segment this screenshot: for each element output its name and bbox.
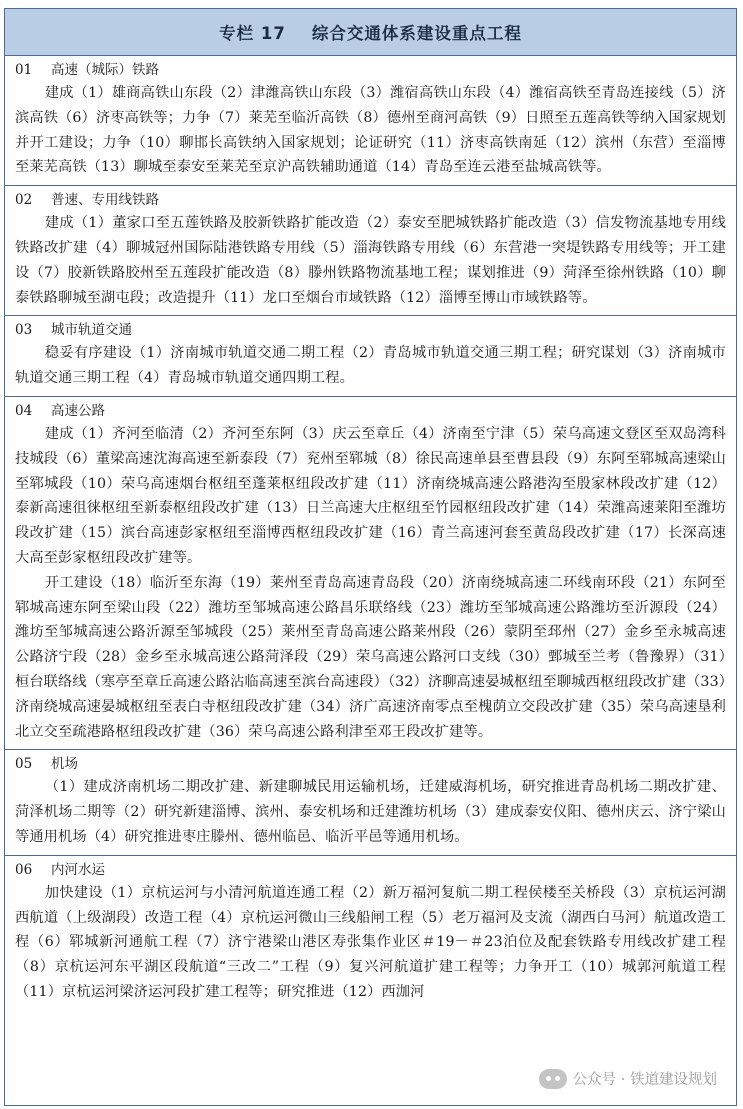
- section-paragraph: 加快建设（1）京杭运河与小清河航道连通工程（2）新万福河复航二期工程侯楼至关桥段（3）京杭运河湖西航道（上级湖段）改造工程（4）京杭运河微山三线船闸工程（5）老万福河及支流（湖西白马河）航道改造工程（6）郓城新河通航工程（7）济宁港梁山港区寿张集作业区＃19－＃23泊位及配套铁路专用线改扩建工程（8）京杭运河东平湖区段航道“三改二”工程（9）复兴河航道扩建工程等；力争开工（10）城郭河航道工程（11）京杭运河梁济运河段扩建工程等；研究推进（12）西泇河: [15, 884, 726, 1000]
- section-heading: [15, 754, 726, 775]
- column-number: 专栏 17: [219, 24, 286, 43]
- section-heading: [15, 190, 726, 211]
- section-paragraph: 开工建设（18）临沂至东海（19）莱州至青岛高速青岛段（20）济南绕城高速二环线南环段（21）东阿至郓城高速东阿至梁山段（22）潍坊至邹城高速公路昌乐联络线（23）潍坊至邹城高速公路潍坊至沂源段（24）潍坊至邹城高速公路沂源至邹城段（25）莱州至青岛高速公路莱州段（26）蒙阴至邳州（27）金乡至永城高速公路济宁段（28）金乡至永城高速公路菏泽段（29）荣乌高速公路河口支线（30）鄄城至兰考（鲁豫界）（31）桓台联络线（寒亭至章丘高速公路沾临高速至滨台高速段）（32）济聊高速晏城枢纽至聊城西枢纽段改扩建（33）济南绕城高速晏城枢纽至表白寺枢纽段改扩建（34）济广高速济南零点至槐荫立交段改扩建（35）荣乌高速垦利北立交至疏港路枢纽段改扩建（36）荣乌高速公路利津至邓王段改扩建等。: [15, 574, 726, 740]
- column-title: 综合交通体系建设重点工程: [311, 24, 522, 43]
- section-airports: [5, 750, 736, 855]
- section-paragraph: 建成（1）齐河至临清（2）齐河至东阿（3）庆云至章丘（4）济南至宁津（5）荣乌高速文登区至双岛湾科技城段（6）董梁高速沈海高速至新泰段（7）兖州至郓城（8）徐民高速单县至曹县段（9）东阿至郓城高速梁山至郓城段（10）荣乌高速烟台枢纽至蓬莱枢纽段改扩建（11）济南绕城高速公路港沟至殷家林段改扩建（12）泰新高速徂徕枢纽至新泰枢纽段改扩建（13）日兰高速大庄枢纽至竹园枢纽段改扩建（14）荣潍高速莱阳至潍坊段改扩建（15）滨台高速彭家枢纽至淄博西枢纽段改扩建（16）青兰高速河套至黄岛段改扩建（17）长深高速大高至彭家枢纽段改扩建等。: [15, 425, 726, 566]
- watermark-text: 公众号 · 铁道建设规划: [572, 1072, 717, 1088]
- section-number: 01: [15, 62, 33, 78]
- section-heading: [15, 320, 726, 341]
- section-number: 05: [15, 756, 33, 773]
- section-number: 04: [15, 402, 33, 419]
- section-title: 内河水运: [51, 861, 105, 878]
- section-title: 普速、专用线铁路: [51, 192, 159, 209]
- section-paragraph: 稳妥有序建设（1）济南城市轨道交通二期工程（2）青岛城市轨道交通三期工程；研究谋划（3）济南城市轨道交通三期工程（4）青岛城市轨道交通四期工程。: [15, 345, 726, 387]
- section-heading: [15, 60, 726, 81]
- section-urban-rail-transit: [5, 316, 736, 397]
- section-heading: [15, 860, 726, 881]
- section-expressways: [5, 397, 736, 750]
- column-title-bar: [5, 9, 736, 56]
- section-title: 城市轨道交通: [51, 322, 132, 339]
- section-heading: [15, 401, 726, 422]
- section-high-speed-rail: [5, 56, 736, 186]
- section-number: 03: [15, 322, 33, 339]
- wechat-icon: [539, 1069, 567, 1089]
- section-title: 机场: [51, 756, 78, 773]
- section-conventional-rail: [5, 186, 736, 316]
- section-paragraph: （1）建成济南机场二期改扩建、新建聊城民用运输机场，迁建威海机场，研究推进青岛机场二期改扩建、菏泽机场二期等（2）研究新建淄博、滨州、泰安机场和迁建潍坊机场（3）建成泰安仪阳、德州庆云、济宁梁山等通用机场（4）研究推进枣庄滕州、德州临邑、临沂平邑等通用机场。: [15, 779, 726, 845]
- section-paragraph: 建成（1）董家口至五莲铁路及胶新铁路扩能改造（2）泰安至肥城铁路扩能改造（3）信发物流基地专用线铁路改扩建（4）聊城冠州国际陆港铁路专用线（5）淄海铁路专用线（6）东营港一突堤铁路专用线等；开工建设（7）胶新铁路胶州至五莲段扩能改造（8）滕州铁路物流基地工程；谋划推进（9）菏泽至徐州铁路（10）聊泰铁路聊城至湖屯段；改造提升（11）龙口至烟台市域铁路（12）淄博至博山市域铁路等。: [15, 215, 726, 306]
- section-title: 高速（城际）铁路: [51, 62, 159, 78]
- section-title: 高速公路: [51, 402, 105, 419]
- watermark: [535, 1066, 721, 1091]
- section-number: 06: [15, 861, 33, 878]
- section-number: 02: [15, 192, 33, 209]
- section-paragraph: 建成（1）雄商高铁山东段（2）津潍高铁山东段（3）潍宿高铁山东段（4）潍宿高铁至青岛连接线（5）济滨高铁（6）济枣高铁等；力争（7）莱芜至临沂高铁（8）德州至商河高铁（9）日照至五莲高铁等纳入国家规划并开工建设；力争（10）聊邯长高铁纳入国家规划；论证研究（11）济枣高铁南延（12）滨州（东营）至淄博至莱芜高铁（13）聊城至泰安至莱芜至京沪高铁辅助通道（14）青岛至连云港至盐城高铁等。: [15, 85, 726, 176]
- section-inland-waterways: [5, 856, 736, 1010]
- special-column-panel: [4, 8, 737, 1106]
